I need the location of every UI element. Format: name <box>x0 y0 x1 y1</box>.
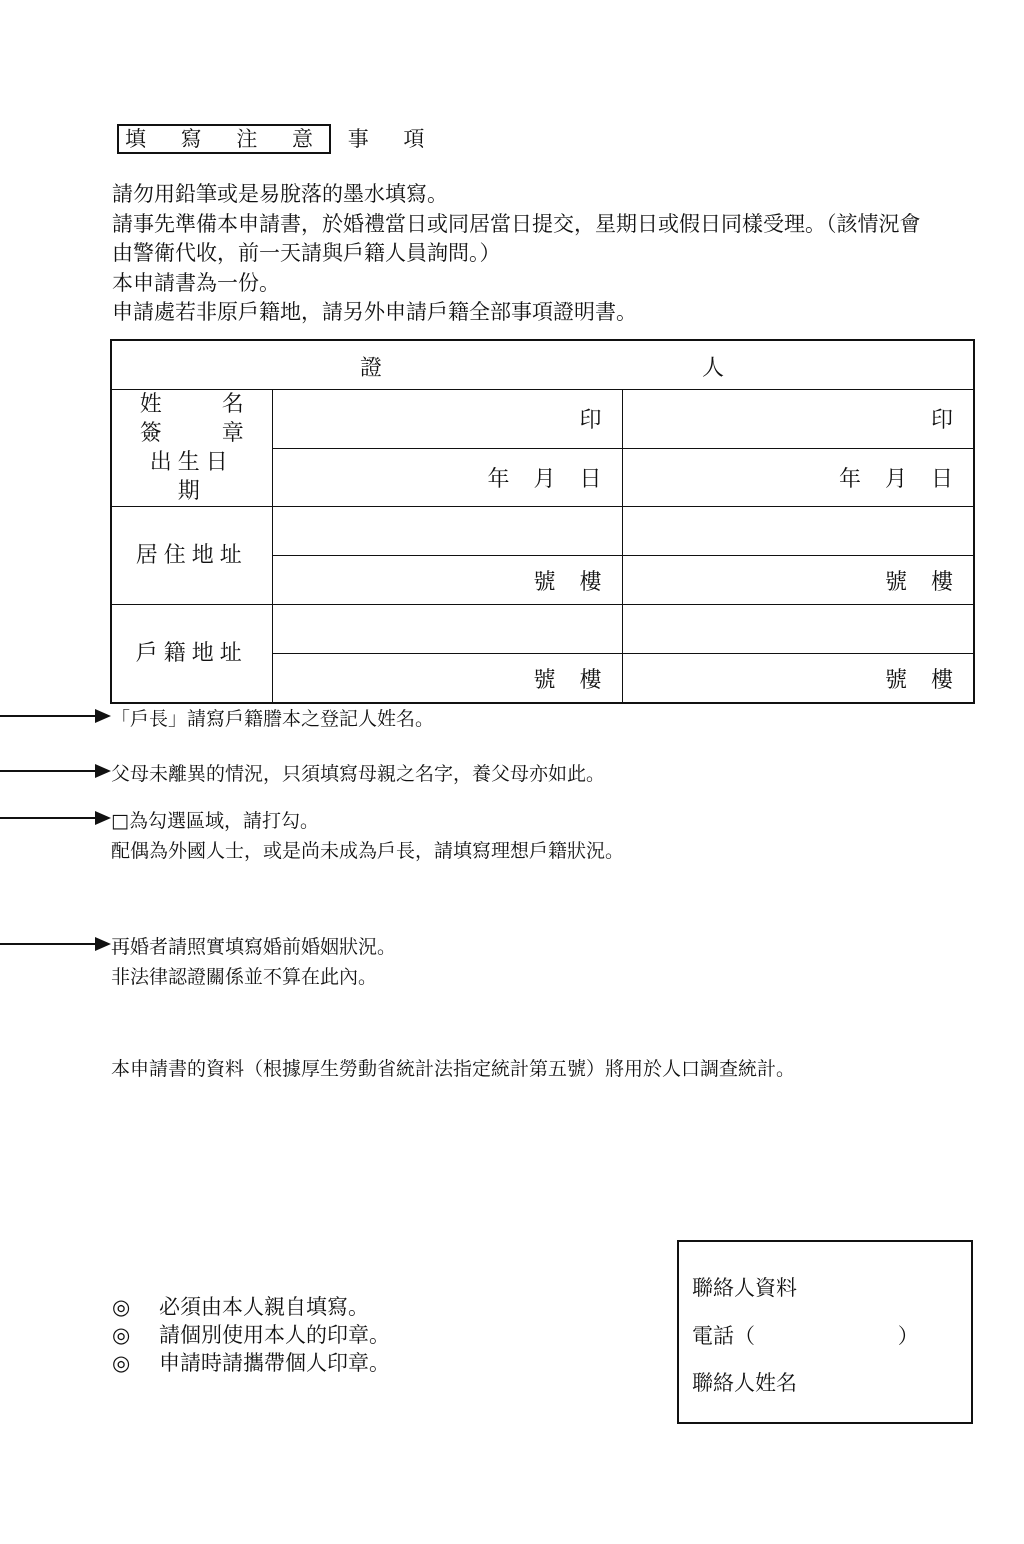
statistics-note: 本申請書的資料（根據厚生勞動省統計法指定統計第五號）將用於人口調查統計。 <box>111 1058 796 1080</box>
instruction-line: 由警衛代收，前一天請與戶籍人員詢問。） <box>112 241 501 265</box>
requirements-list <box>112 1293 390 1377</box>
seal-mark: 印 <box>931 408 954 434</box>
witness-2-residence-field[interactable] <box>622 507 974 556</box>
witness-1-registry-field[interactable] <box>272 605 622 654</box>
witness-header-left: 證 <box>360 356 383 381</box>
household-head-note: 「戶長」請寫戶籍謄本之登記人姓名。 <box>111 708 435 730</box>
arrow-line <box>0 715 95 717</box>
relationship-note: 非法律認證關係並不算在此內。 <box>111 966 378 988</box>
phone-field[interactable]: 電話（ ） <box>692 1324 919 1348</box>
witness-2-residence-number[interactable]: 號 樓 <box>622 556 974 605</box>
witness-header-right: 人 <box>702 356 725 381</box>
double-circle-icon: ◎ <box>112 1351 131 1375</box>
residence-address-label: 居住地址 <box>111 507 272 605</box>
instruction-line: 請勿用鉛筆或是易脫落的墨水填寫。 <box>112 182 448 206</box>
arrow-line <box>0 770 95 772</box>
witness-1-residence-field[interactable] <box>272 507 622 556</box>
witness-1-birth-field[interactable]: 年 月 日 <box>272 448 622 507</box>
arrow-line <box>0 817 95 819</box>
instruction-line: 申請處若非原戶籍地，請另外申請戶籍全部事項證明書。 <box>112 300 637 324</box>
witness-2-registry-field[interactable] <box>622 605 974 654</box>
witness-table <box>110 339 975 704</box>
arrow-right-icon <box>95 811 111 825</box>
list-item: ◎ 請個別使用本人的印章。 <box>112 1323 390 1347</box>
list-item: ◎ 申請時請攜帶個人印章。 <box>112 1351 390 1375</box>
phone-label: 電話（ <box>692 1324 755 1348</box>
witness-2-registry-number[interactable]: 號 樓 <box>622 654 974 704</box>
witness-2-birth-field[interactable]: 年 月 日 <box>622 448 974 507</box>
witness-header <box>111 340 974 390</box>
witness-1-residence-number[interactable]: 號 樓 <box>272 556 622 605</box>
registry-address-label: 戶籍地址 <box>111 605 272 704</box>
witness-2-name-field[interactable] <box>622 390 974 449</box>
witness-1-registry-number[interactable]: 號 樓 <box>272 654 622 704</box>
parents-note: 父母未離異的情況，只須填寫母親之名字，養父母亦如此。 <box>111 763 606 785</box>
arrow-line <box>0 943 95 945</box>
checkbox-note: □為勾選區域，請打勾。 <box>111 810 319 832</box>
double-circle-icon: ◎ <box>112 1295 131 1319</box>
instruction-line: 請事先準備本申請書，於婚禮當日或同居當日提交，星期日或假日同樣受理。（該情況會 <box>112 211 921 236</box>
seal-mark: 印 <box>579 408 602 434</box>
instruction-line: 本申請書為一份。 <box>112 270 280 295</box>
name-seal-birth-label: 姓 名 簽 章 出生日期 <box>111 390 272 507</box>
remarriage-note: 再婚者請照實填寫婚前婚姻狀況。 <box>111 936 397 958</box>
contact-name-field[interactable]: 聯絡人姓名 <box>692 1371 797 1395</box>
spouse-note: 配偶為外國人士，或是尚未成為戶長，請填寫理想戶籍狀況。 <box>111 840 625 862</box>
arrow-right-icon <box>95 764 111 778</box>
list-item: ◎ 必須由本人親自填寫。 <box>112 1295 369 1319</box>
instructions-block <box>112 180 982 328</box>
contact-title: 聯絡人資料 <box>692 1276 797 1300</box>
arrow-right-icon <box>95 709 111 723</box>
double-circle-icon: ◎ <box>112 1323 131 1347</box>
arrow-right-icon <box>95 937 111 951</box>
contact-info-box <box>677 1240 973 1424</box>
notes-heading: 填 寫 注 意 事 項 <box>117 124 331 154</box>
witness-1-name-field[interactable] <box>272 390 622 449</box>
